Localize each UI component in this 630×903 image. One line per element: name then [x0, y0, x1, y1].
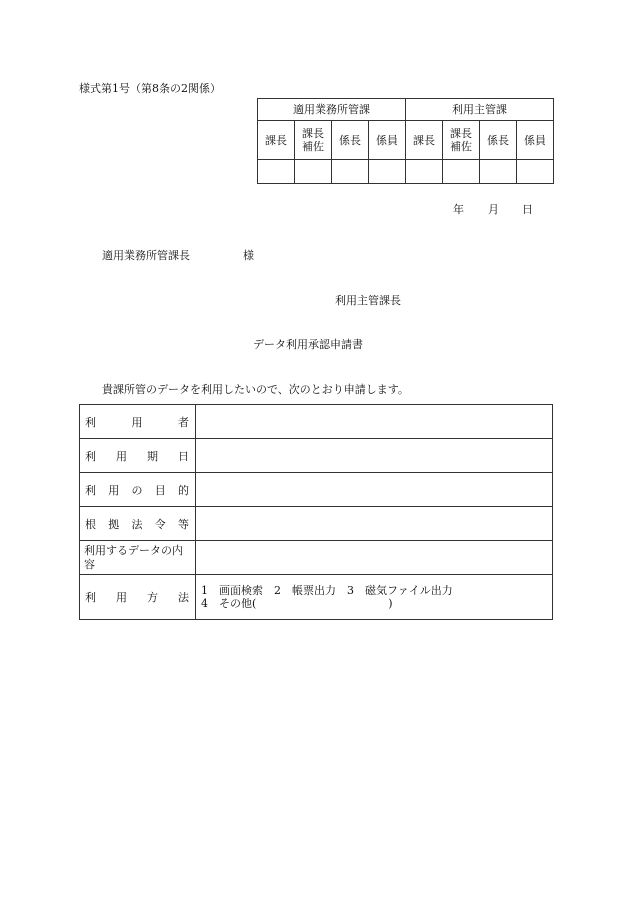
row-label-legal-basis: 根 拠 法 令 等: [80, 507, 196, 541]
date-field[interactable]: [196, 439, 553, 473]
approval-seal-cell[interactable]: [443, 160, 480, 184]
approval-title-cell: 課長: [406, 121, 443, 160]
approval-seal-cell[interactable]: [332, 160, 369, 184]
approval-seal-cell[interactable]: [406, 160, 443, 184]
approval-title-cell: 係長: [480, 121, 517, 160]
date-day: 日: [522, 203, 533, 216]
table-row: [80, 405, 553, 439]
approval-group-header: 適用業務所管課: [258, 99, 406, 121]
row-label-user: 利 用 者: [80, 405, 196, 439]
approval-seal-cell[interactable]: [295, 160, 332, 184]
legal-basis-field[interactable]: [196, 507, 553, 541]
approval-title-cell: 課長補佐: [295, 121, 332, 160]
approval-title-cell: 係員: [517, 121, 554, 160]
approval-title-cell: 係長: [332, 121, 369, 160]
approval-title-cell: 課長補佐: [443, 121, 480, 160]
table-row: [80, 507, 553, 541]
data-content-field[interactable]: [196, 541, 553, 575]
approval-seal-cell[interactable]: [258, 160, 295, 184]
approval-seal-cell[interactable]: [517, 160, 554, 184]
table-row: [80, 575, 553, 620]
row-label-purpose: 利 用 の 目 的: [80, 473, 196, 507]
approval-seal-cell[interactable]: [480, 160, 517, 184]
method-field[interactable]: [196, 575, 553, 620]
method-options-line2: 4 その他( ): [201, 597, 393, 610]
intro-text: 貴課所管のデータを利用したいので、次のとおり申請します。: [102, 383, 409, 396]
row-label-date: 利 用 期 日: [80, 439, 196, 473]
row-label-method: 利 用 方 法: [80, 575, 196, 620]
approval-title-cell: 係員: [369, 121, 406, 160]
method-options-line1: 1 画面検索 2 帳票出力 3 磁気ファイル出力: [201, 584, 453, 597]
addressee: 適用業務所管課長: [102, 249, 190, 262]
table-row: [80, 541, 553, 575]
table-row: [80, 473, 553, 507]
date-year: 年: [453, 203, 464, 216]
approval-group-header: 利用主管課: [406, 99, 554, 121]
approval-title-cell: 課長: [258, 121, 295, 160]
document-title: データ利用承認申請書: [253, 338, 363, 351]
row-label-data-content: 利用するデータの内容: [80, 541, 196, 575]
approval-seal-cell[interactable]: [369, 160, 406, 184]
honorific: 様: [243, 249, 254, 262]
application-table: [79, 404, 553, 620]
approval-stamp-table: [257, 98, 554, 184]
table-row: [80, 439, 553, 473]
form-number: 様式第1号（第8条の2関係）: [79, 82, 221, 95]
purpose-field[interactable]: [196, 473, 553, 507]
date-month: 月: [488, 203, 499, 216]
user-field[interactable]: [196, 405, 553, 439]
sender: 利用主管課長: [335, 294, 401, 307]
